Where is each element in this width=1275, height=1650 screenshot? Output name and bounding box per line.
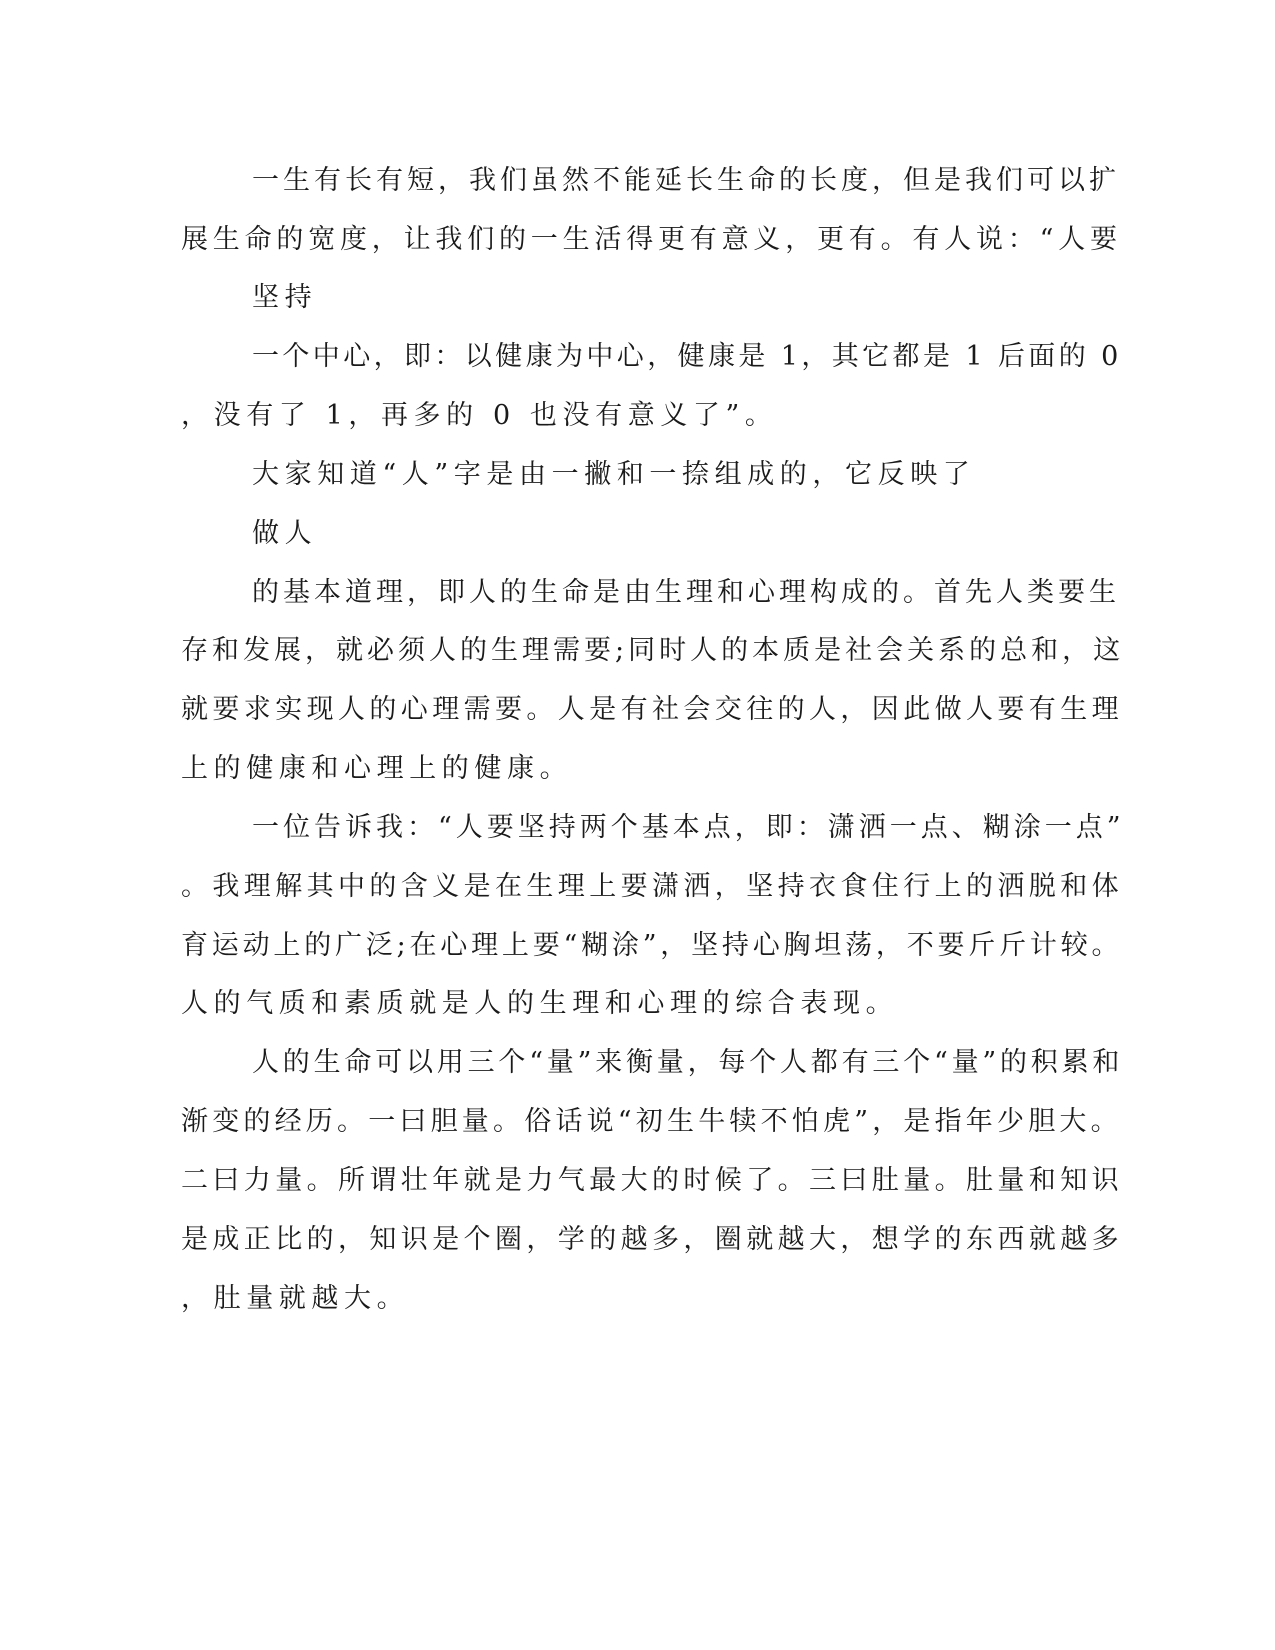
text-line-6: 大家知道“人”字是由一撇和一捺组成的，它反映了: [252, 459, 976, 490]
text-line-18: 二曰力量。所谓壮年就是力气最大的时候了。三曰肚量。肚量和知识: [181, 1165, 1123, 1196]
text-line-14: 育运动上的广泛;在心理上要“糊涂”，坚持心胸坦荡，不要斤斤计较。: [181, 930, 1123, 961]
text-line-13: 。我理解其中的含义是在生理上要潇洒，坚持衣食住行上的洒脱和体: [181, 871, 1123, 902]
text-line-8: 的基本道理，即人的生命是由生理和心理构成的。首先人类要生: [252, 577, 1120, 608]
text-line-3: 坚持: [252, 282, 318, 313]
text-line-9: 存和发展，就必须人的生理需要;同时人的本质是社会关系的总和，这: [181, 635, 1125, 666]
text-line-1: 一生有长有短，我们虽然不能延长生命的长度，但是我们可以扩: [252, 165, 1120, 196]
text-line-7: 做人: [252, 518, 318, 549]
text-line-5: ，没有了 1，再多的 0 也没有意义了”。: [181, 400, 778, 431]
text-line-10: 就要求实现人的心理需要。人是有社会交往的人，因此做人要有生理: [181, 694, 1123, 725]
text-line-15: 人的气质和素质就是人的生理和心理的综合表现。: [181, 988, 899, 1019]
text-line-4: 一个中心，即：以健康为中心，健康是 1，其它都是 1 后面的 0: [252, 341, 1122, 372]
text-line-16: 人的生命可以用三个“量”来衡量，每个人都有三个“量”的积累和: [252, 1047, 1124, 1078]
text-line-17: 渐变的经历。一曰胆量。俗话说“初生牛犊不怕虎”，是指年少胆大。: [181, 1106, 1122, 1137]
text-line-20: ，肚量就越大。: [181, 1283, 410, 1314]
text-line-19: 是成正比的，知识是个圈，学的越多，圈就越大，想学的东西就越多: [181, 1224, 1123, 1255]
text-line-2: 展生命的宽度，让我们的一生活得更有意义，更有。有人说：“人要: [181, 224, 1122, 255]
text-line-11: 上的健康和心理上的健康。: [181, 753, 573, 784]
text-line-12: 一位告诉我：“人要坚持两个基本点，即：潇洒一点、糊涂一点”: [252, 812, 1125, 843]
